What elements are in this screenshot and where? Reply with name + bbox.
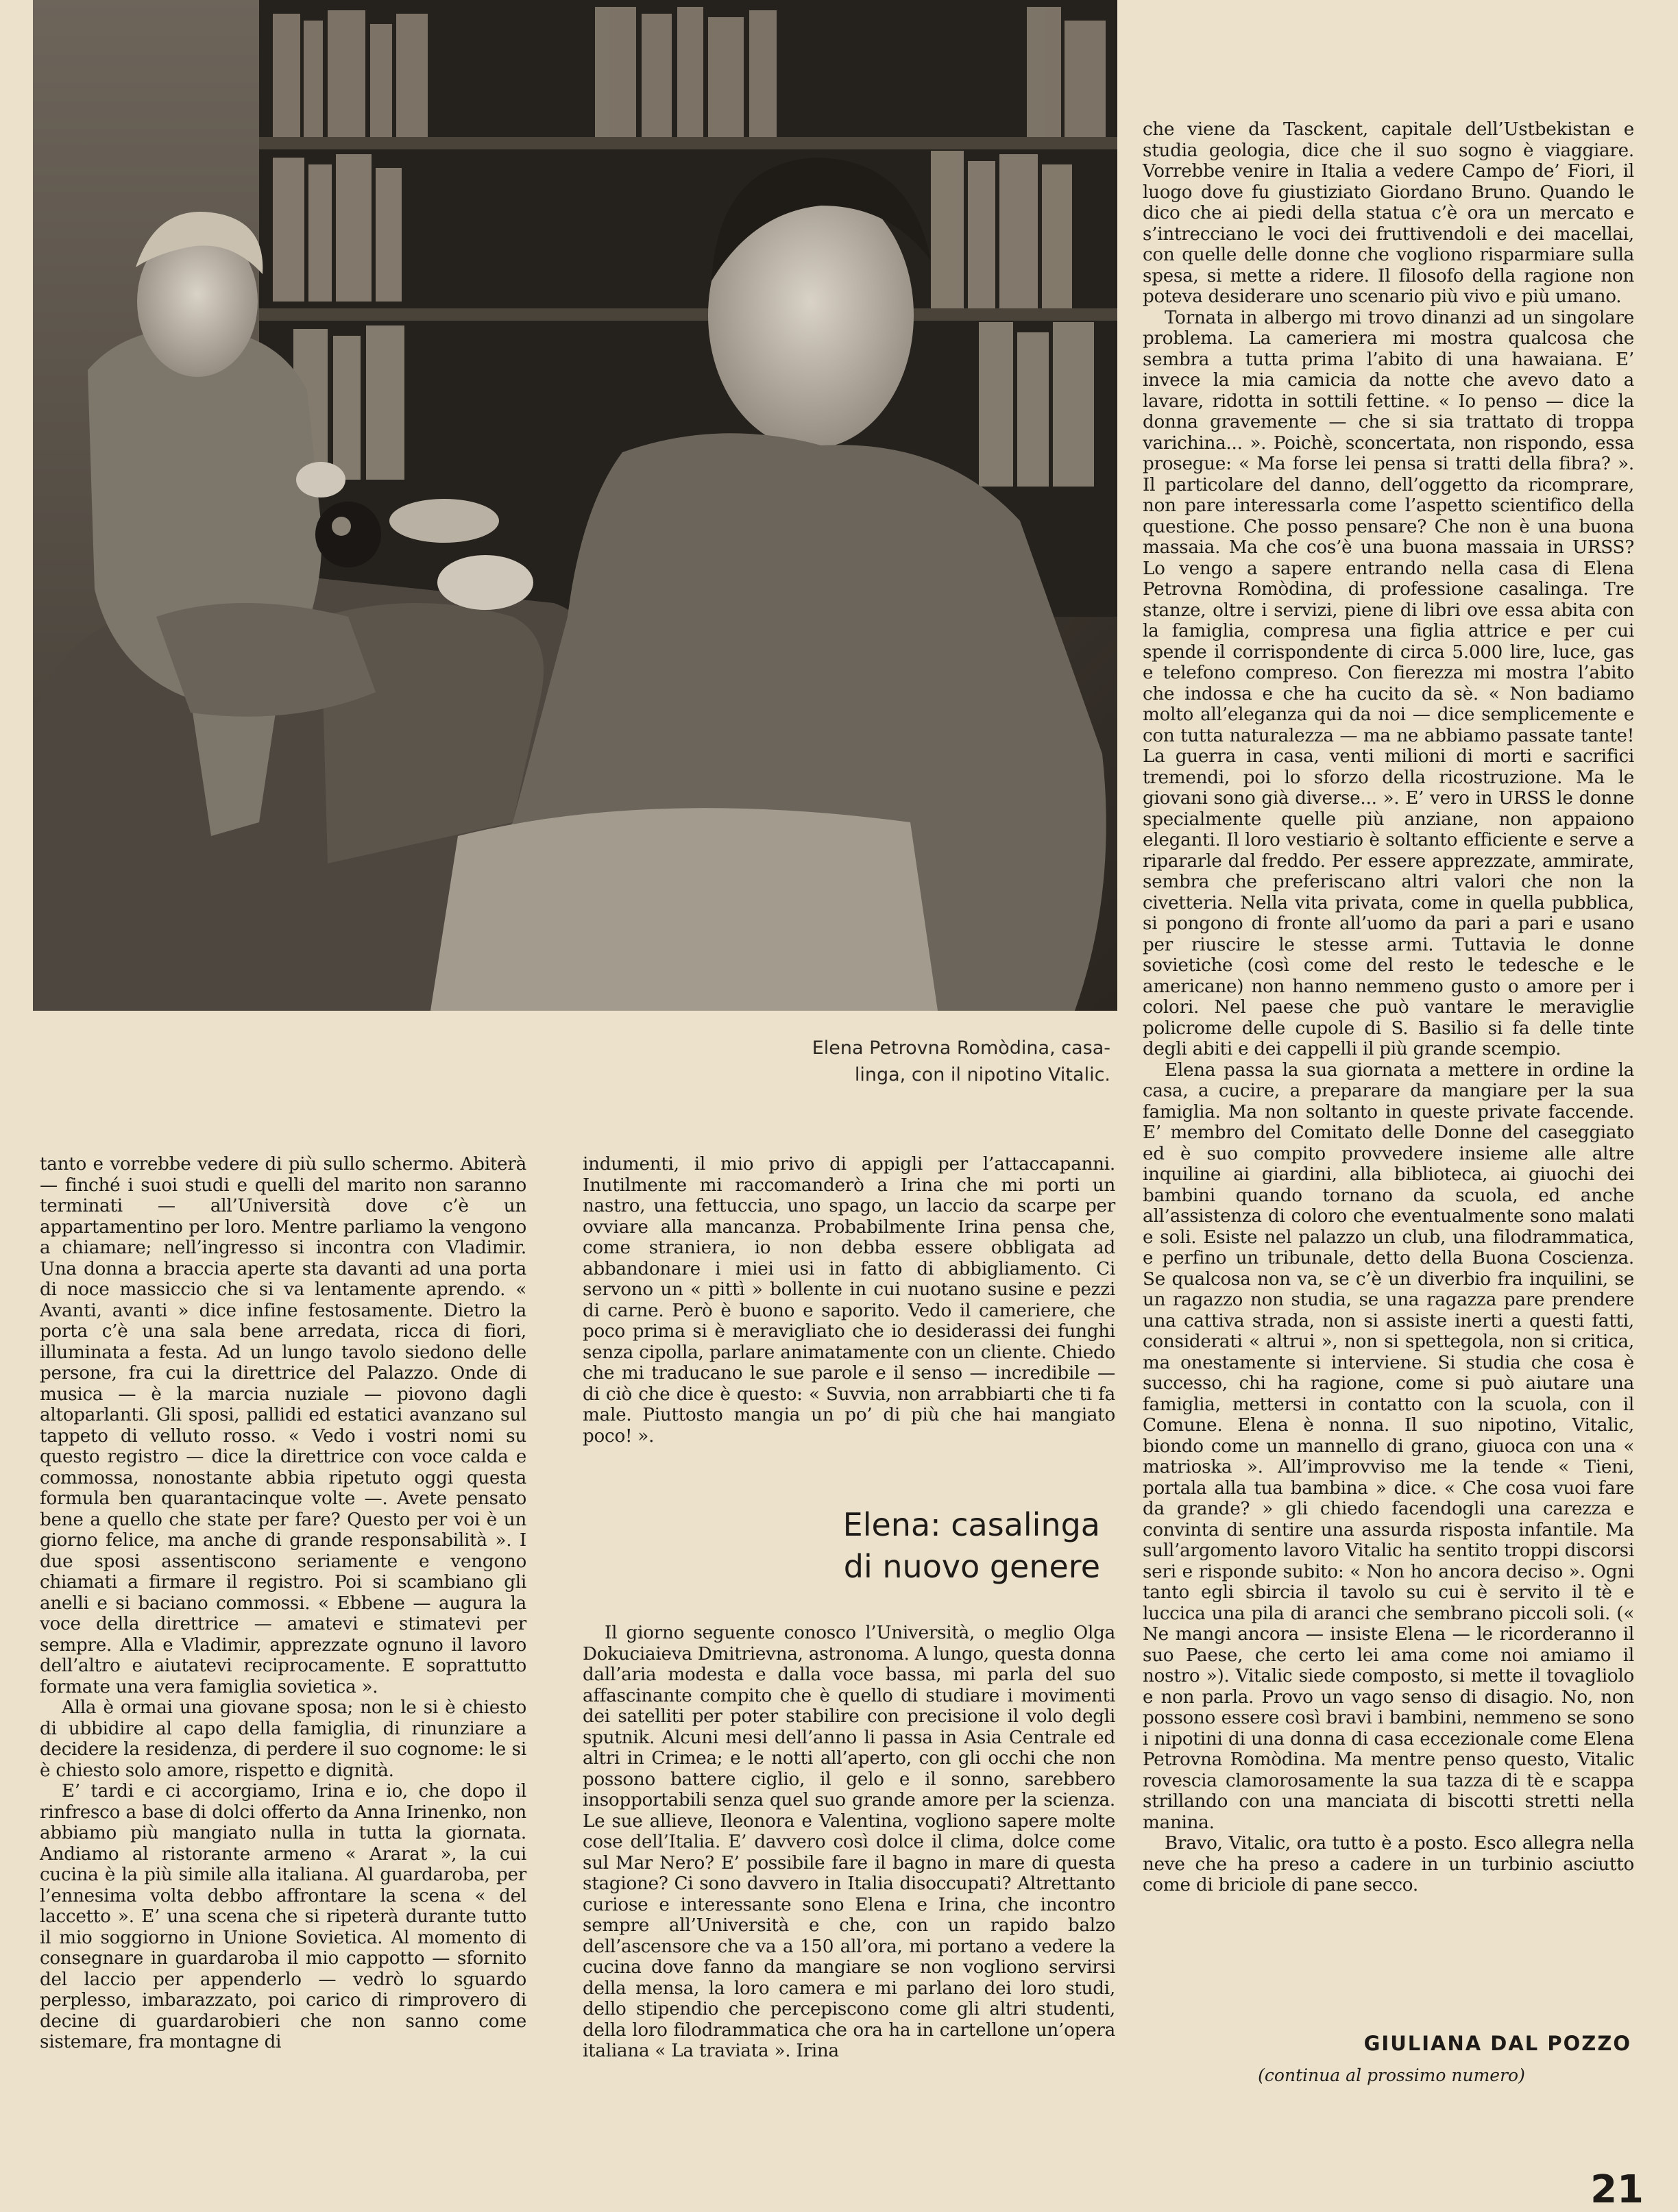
article-column-3 <box>1143 119 1634 1896</box>
paragraph: Alla è ormai una giovane sposa; non le si è chiesto di ubbidire al capo della famiglia, di rinunziare a decidere la residenza, di perdere il suo cognome: le si è chiesto solo amore, rispetto e dignità. <box>40 1697 526 1781</box>
heading-line-2: di nuovo genere <box>843 1548 1100 1585</box>
paragraph: E’ tardi e ci accorgiamo, Irina e io, che dopo il rinfresco a base di dolci offerto da Anna Irinenko, non abbiamo più mangiato nulla in tutta la giornata. Andiamo al ristorante armeno « Ararat », la cui cucina è la più simile alla italiana. Al guardaroba, per l’ennesima volta debbo affrontare la scena « del laccetto ». E’ una scena che si ripeterà durante tutto il mio soggiorno in Unione Sovietica. Al momento di consegnare in guardaroba il mio cappotto — sfornito del laccio per appenderlo — vedrò lo sguardo perplesso, imbarazzato, poi carico di rimprovero di decine di guardarobieri che non sanno come sistemare, fra montagne di <box>40 1781 526 2052</box>
continuation-note: (continua al prossimo numero) <box>1258 2065 1525 2085</box>
section-heading <box>727 1504 1100 1588</box>
article-column-2-continued <box>583 1623 1115 2062</box>
article-column-1 <box>40 1154 526 2053</box>
article-column-2 <box>583 1154 1115 1447</box>
paragraph: Elena passa la sua giornata a mettere in ordine la casa, a cucire, a preparare da mangiare per la sua famiglia. Ma non soltanto in queste private faccende. E’ membro del Comitato delle Donne del caseggiato ed è suo compito provvedere insieme alle altre inquiline ai giardini, alla biblioteca, ai giuochi dei bambini quando tornano da scuola, ed anche all’assistenza di coloro che eventualmente sono malati e soli. Esiste nel palazzo un club, una filodrammatica, e perfino un tribunale, detto della Buona Coscienza. Se qualcosa non va, se c’è un diverbio fra inquilini, se un ragazzo non studia, se una ragazza pare prendere una cattiva strada, non si assiste inerti a questi fatti, considerati « altrui », non si spettegola, non si critica, ma onestamente si interviene. Si studia che cosa è successo, chi ha ragione, come si può aiutare una famiglia, mettersi in contatto con la scuola, con il Comune. Elena è nonna. Il suo nipotino, Vitalic, biondo come un mannello di grano, giuoca con una « matrioska ». All’improvviso me la tende « Tieni, portala alla tua bambina » dice. « Che cosa vuoi fare da grande? » gli chiedo facendogli una carezza e convinta di sentire una assurda risposta infantile. Ma sull’argomento lavoro Vitalic ha sentito troppi discorsi seri e risponde subito: « Non ho ancora deciso ». Ogni tanto egli sbircia il tavolo su cui è servito il tè e luccica una pila di aranci che sembrano piccoli soli. (« Ne mangi ancora — insiste Elena — le ricorderanno il suo Paese, che certo lei ama come noi amiamo il nostro »). Vitalic siede composto, si mette il tovagliolo e non parla. Provo un vago senso di disagio. No, non possono essere così bravi i bambini, nemmeno se sono i nipotini di una donna di casa eccezionale come Elena Petrovna Romòdina. Ma mentre penso questo, Vitalic rovescia clamorosamente la sua tazza di tè e scappa strillando con una manciata di biscotti stretti nella manina. <box>1143 1059 1634 1833</box>
paragraph: Tornata in albergo mi trovo dinanzi ad un singolare problema. La cameriera mi mostra qualcosa che sembra a tutta prima l’abito di una hawaiana. E’ invece la mia camicia da notte che avevo dato a lavare, ridotta in sottili fettine. « Io penso — dice la donna gravemente — che si sia trattato di troppa varichina... ». Poichè, sconcertata, non rispondo, essa prosegue: « Ma forse lei pensa si tratti della fibra? ». Il particolare del danno, dell’oggetto da ricomprare, non pare interessarla come l’aspetto scientifico della questione. Che posso pensare? Che non è una buona massaia. Ma che cos’è una buona massaia in URSS? Lo vengo a sapere entrando nella casa di Elena Petrovna Romòdina, di professione casalinga. Tre stanze, oltre i servizi, piene di libri ove essa abita con la famiglia, compresa una figlia attrice e per cui spende il corrispondente di circa 5.000 lire, luce, gas e telefono compreso. Con fierezza mi mostra l’abito che indossa e che ha cucito da sè. « Non badiamo molto all’eleganza qui da noi — dice semplicemente e con tutta naturalezza — ma ne abbiamo passate tante! La guerra in casa, venti milioni di morti e sacrifici tremendi, poi lo sforzo della ricostruzione. Ma le giovani sono già diverse... ». E’ vero in URSS le donne specialmente quelle più anziane, non appaiono eleganti. Il loro vestiario è soltanto efficiente e serve a ripararle dal freddo. Per essere apprezzate, ammirate, sembra che preferiscano altri valori che non la civetteria. Nella vita privata, come in quella pubblica, si pongono di fronte all’uomo da pari a pari e usano per riuscire le stesse armi. Tuttavia le donne sovietiche (così come del resto le tedesche e le americane) non hanno nemmeno gusto o amore per i colori. Nel paese che può vantare le meraviglie policrome delle cupole di S. Basilio si fa delle tinte degli abiti e dei cappelli il più grande scempio. <box>1143 307 1634 1059</box>
photo-caption <box>713 1035 1110 1088</box>
page-number: 21 <box>1590 2167 1644 2212</box>
author-byline: GIULIANA DAL POZZO <box>1363 2032 1631 2055</box>
paragraph: Bravo, Vitalic, ora tutto è a posto. Esco allegra nella neve che ha preso a cadere in un turbinio asciutto come di briciole di pane secco. <box>1143 1833 1634 1895</box>
photo-elena-and-vitalic <box>33 0 1117 1011</box>
heading-line-1: Elena: casalinga <box>842 1506 1100 1543</box>
paragraph: indumenti, il mio privo di appigli per l’attaccapanni. Inutilmente mi raccomanderò a Irina che mi porti un nastro, una fettuccia, uno spago, un laccio da scarpe per ovviare alla mancanza. Probabilmente Irina pensa che, come straniera, io non debba essere obbligata ad abbandonare i miei usi in fatto di abbigliamento. Ci servono un « pittì » bollente in cui nuotano susine e pezzi di carne. Però è buono e saporito. Vedo il cameriere, che poco prima si è meravigliato che io desiderassi dei funghi senza cipolla, parlare animatamente con un cliente. Chiedo che mi traducano le sue parole e il senso — incredibile — di ciò che dice è questo: « Suvvia, non arrabbiarti che ti fa male. Piuttosto mangia un po’ di più che hai mangiato poco! ». <box>583 1154 1115 1447</box>
caption-line-2: linga, con il nipotino Vitalic. <box>854 1064 1110 1085</box>
paragraph: tanto e vorrebbe vedere di più sullo schermo. Abiterà — finché i suoi studi e quelli del marito non saranno terminati — all’Università dove c’è un appartamentino per loro. Mentre parliamo la vengono a chiamare; nell’ingresso si incontra con Vladimir. Una donna a braccia aperte sta davanti ad una porta di noce massiccio che si va lentamente aprendo. « Avanti, avanti » dice infine festosamente. Dietro la porta c’è una sala bene arredata, ricca di fiori, illuminata a festa. Ad un lungo tavolo siedono delle persone, fra cui la direttrice del Palazzo. Onde di musica — è la marcia nuziale — piovono dagli altoparlanti. Gli sposi, pallidi ed estatici avanzano sul tappeto di velluto rosso. « Vedo i vostri nomi su questo registro — dice la direttrice con voce calda e commossa, nonostante abbia ripetuto oggi questa formula ben quarantacinque volte —. Avete pensato bene a quello che state per fare? Questo per voi è un giorno felice, ma anche di grande responsabilità ». I due sposi assentiscono seriamente e vengono chiamati a firmare il registro. Poi si scambiano gli anelli e si baciano commossi. « Ebbene — augura la voce della direttrice — amatevi e stimatevi per sempre. Alla e Vladimir, apprezzate ognuno il lavoro dell’altro e aiutatevi reciprocamente. E soprattutto formate una vera famiglia sovietica ». <box>40 1154 526 1697</box>
paragraph: Il giorno seguente conosco l’Università, o meglio Olga Dokuciaieva Dmitrievna, astronoma. A lungo, questa donna dall’aria modesta e dalla voce bassa, mi parla del suo affascinante compito che è quello di studiare i movimenti dei satelliti per poter stabilire con precisione il volo degli sputnik. Alcuni mesi dell’anno li passa in Asia Centrale ed altri in Crimea; e le notti all’aperto, con gli occhi che non possono battere ciglio, il gelo e il sonno, sarebbero insopportabili senza quel suo grande amore per la scienza. Le sue allieve, Ileonora e Valentina, vogliono sapere molte cose dell’Italia. E’ davvero così dolce il clima, dolce come sul Mar Nero? E’ possibile fare il bagno in mare di questa stagione? Ci sono davvero in Italia disoccupati? Altrettanto curiose e interessante sono Elena e Irina, che incontro sempre all’Università e che, con un rapido balzo dell’ascensore che va a 150 all’ora, mi portano a vedere la cucina dove fanno da mangiare se non vogliono servirsi della mensa, la loro camera e mi parlano dei loro studi, dello stipendio che percepiscono come gli altri studenti, della loro filodrammatica che ora ha in cartellone un’opera italiana « La traviata ». Irina <box>583 1623 1115 2061</box>
paragraph: che viene da Tasckent, capitale dell’Ustbekistan e studia geologia, dice che il suo sogno è viaggiare. Vorrebbe venire in Italia a vedere Campo de’ Fiori, il luogo dove fu giustiziato Giordano Bruno. Quando le dico che ai piedi della statua c’è ora un mercato e s’intrecciano le voci dei fruttivendoli e dei macellai, con quelle delle donne che vogliono risparmiare sulla spesa, si mette a ridere. Il filosofo della ragione non poteva desiderare uno scenario più vivo e più umano. <box>1143 119 1634 307</box>
caption-line-1: Elena Petrovna Romòdina, casa- <box>812 1037 1110 1059</box>
photo-illustration <box>33 0 1117 1011</box>
